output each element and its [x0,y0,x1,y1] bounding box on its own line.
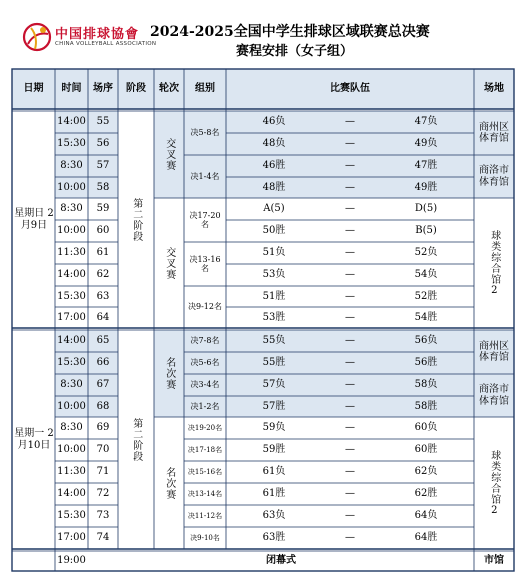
group-label: 决3-4名 [190,380,220,390]
group-label: 决13-14名 [187,489,223,498]
team-a: 46负 [262,116,286,128]
match-number: 66 [96,357,110,369]
match-number: 73 [96,510,110,522]
team-b: 60负 [414,422,438,434]
match-number: 63 [96,290,110,302]
team-b: 58负 [414,379,438,391]
match-time: 8:30 [60,160,83,172]
page-title: 2024-2025全国中学生排球区域联赛总决赛 [150,24,430,40]
team-a: 48负 [262,138,286,150]
vs-dash: — [345,335,355,347]
match-number: 71 [96,466,110,478]
day1-group-4: 决9-12名 [188,302,222,312]
match-time: 15:30 [57,357,86,369]
team-a: 50胜 [262,225,286,237]
page-subtitle: 赛程安排（女子组） [236,44,354,59]
team-a: 51负 [262,247,286,259]
team-b: 54负 [414,269,438,281]
match-number: 64 [96,311,110,323]
vs-dash: — [345,269,355,281]
group-label: 决7-8名 [190,336,220,346]
team-a: 63负 [262,510,286,522]
group-label: 决11-12名 [187,511,223,520]
team-a: 51胜 [262,290,286,302]
vs-dash: — [345,379,355,391]
vs-dash: — [345,138,355,150]
closing-venue: 市馆 [484,555,504,567]
day1-round-a: 交叉赛 [163,138,175,171]
day1-group-0: 决5-8名 [190,128,220,138]
vs-dash: — [345,181,355,193]
day2-venue-c: 球类综合馆2 [488,449,500,517]
match-number: 74 [96,532,110,544]
day1-round-b: 交叉赛 [163,246,175,280]
col-header-court: 场序 [93,83,113,95]
match-number: 68 [96,400,110,412]
col-header-venue: 场地 [484,83,504,95]
match-number: 58 [96,181,110,193]
day1-date: 星期日 2月9日 [14,208,54,231]
team-b: 52胜 [414,290,438,302]
team-b: 47胜 [414,160,438,172]
match-time: 10:00 [57,444,86,456]
org-name-cn: 中国排球協會 [55,27,140,42]
match-time: 10:00 [57,225,86,237]
vs-dash: — [345,422,355,434]
team-a: 53负 [262,269,286,281]
match-number: 59 [96,203,110,215]
vs-dash: — [345,357,355,369]
org-name-en: CHINA VOLLEYBALL ASSOCIATION [55,41,157,47]
col-header-round: 轮次 [159,83,179,95]
group-label: 决5-6名 [190,358,220,368]
team-a: 61负 [262,466,286,478]
match-number: 55 [96,116,110,128]
match-time: 15:30 [57,510,86,522]
team-a: 48胜 [262,181,286,193]
closing-time: 19:00 [57,555,86,567]
col-header-teams: 比赛队伍 [330,83,370,95]
match-number: 72 [96,488,110,500]
match-number: 61 [96,247,110,259]
team-b: D(5) [414,203,438,215]
vs-dash: — [345,160,355,172]
vs-dash: — [345,400,355,412]
match-time: 14:00 [57,488,86,500]
closing-ceremony: 闭幕式 [266,555,296,567]
group-label: 决1-2名 [190,401,220,411]
match-number: 56 [96,138,110,150]
match-number: 69 [96,422,110,434]
col-header-date: 日期 [23,83,44,95]
team-b: 56胜 [414,357,438,369]
team-b: 54胜 [414,311,438,323]
day1-stage: 第二阶段 [130,197,142,242]
team-a: 55负 [262,335,286,347]
day1-group-2: 决17-20名 [189,210,221,229]
team-a: A(5) [263,203,285,215]
team-a: 57负 [262,379,286,391]
match-time: 10:00 [57,181,86,193]
team-b: 62胜 [414,488,438,500]
match-time: 15:30 [57,290,86,302]
match-number: 67 [96,379,110,391]
day2-round-b: 名次赛 [163,466,175,500]
team-b: B(5) [415,225,437,237]
day2-date: 星期一 2月10日 [14,428,54,451]
day1-group-3: 决13-16名 [189,254,221,273]
col-header-time: 时间 [61,83,82,95]
team-a: 55胜 [262,357,286,369]
match-time: 8:30 [60,379,83,391]
match-time: 8:30 [60,203,83,215]
match-time: 11:30 [57,247,86,259]
day2-round-a: 名次赛 [163,357,175,390]
team-a: 57胜 [262,400,286,412]
match-time: 14:00 [57,116,86,128]
match-time: 14:00 [57,335,86,347]
group-label: 决19-20名 [187,423,223,432]
day1-venue-b: 商洛市体育馆 [479,165,509,188]
match-time: 15:30 [57,138,86,150]
group-label: 决9-10名 [190,533,220,542]
match-number: 70 [96,444,110,456]
vs-dash: — [345,510,355,522]
day1-venue-a: 商州区体育馆 [479,121,509,144]
match-number: 65 [96,335,110,347]
match-time: 17:00 [57,311,86,323]
match-time: 8:30 [60,422,83,434]
day1-group-1: 决1-4名 [190,171,220,181]
team-a: 46胜 [262,160,286,172]
group-label: 决15-16名 [187,467,223,476]
vs-dash: — [345,488,355,500]
team-b: 49胜 [414,181,438,193]
group-label: 决17-18名 [187,445,223,454]
team-b: 56负 [414,335,438,347]
team-a: 61胜 [262,488,286,500]
match-number: 62 [96,269,110,281]
vs-dash: — [345,203,355,215]
match-time: 10:00 [57,400,86,412]
vs-dash: — [345,225,355,237]
col-header-group: 组别 [195,83,215,95]
team-b: 64胜 [414,532,438,544]
team-b: 52负 [414,247,438,259]
vs-dash: — [345,116,355,128]
team-b: 60胜 [414,444,438,456]
day1-venue-c: 球类综合馆2 [488,229,500,297]
vs-dash: — [345,532,355,544]
col-header-stage: 阶段 [126,83,146,95]
team-b: 47负 [414,116,438,128]
match-time: 17:00 [57,532,86,544]
match-number: 60 [96,225,110,237]
team-a: 63胜 [262,532,286,544]
match-number: 57 [96,160,110,172]
team-a: 53胜 [262,311,286,323]
team-a: 59胜 [262,444,286,456]
vs-dash: — [345,311,355,323]
match-time: 11:30 [57,466,86,478]
vs-dash: — [345,290,355,302]
team-a: 59负 [262,422,286,434]
team-b: 58胜 [414,400,438,412]
match-time: 14:00 [57,269,86,281]
day2-stage: 第二阶段 [130,417,142,462]
team-b: 62负 [414,466,438,478]
team-b: 64负 [414,510,438,522]
vs-dash: — [345,466,355,478]
vs-dash: — [345,247,355,259]
vs-dash: — [345,444,355,456]
team-b: 49负 [414,138,438,150]
day2-venue-a: 商州区体育馆 [479,340,509,363]
day2-venue-b: 商洛市体育馆 [479,384,509,407]
